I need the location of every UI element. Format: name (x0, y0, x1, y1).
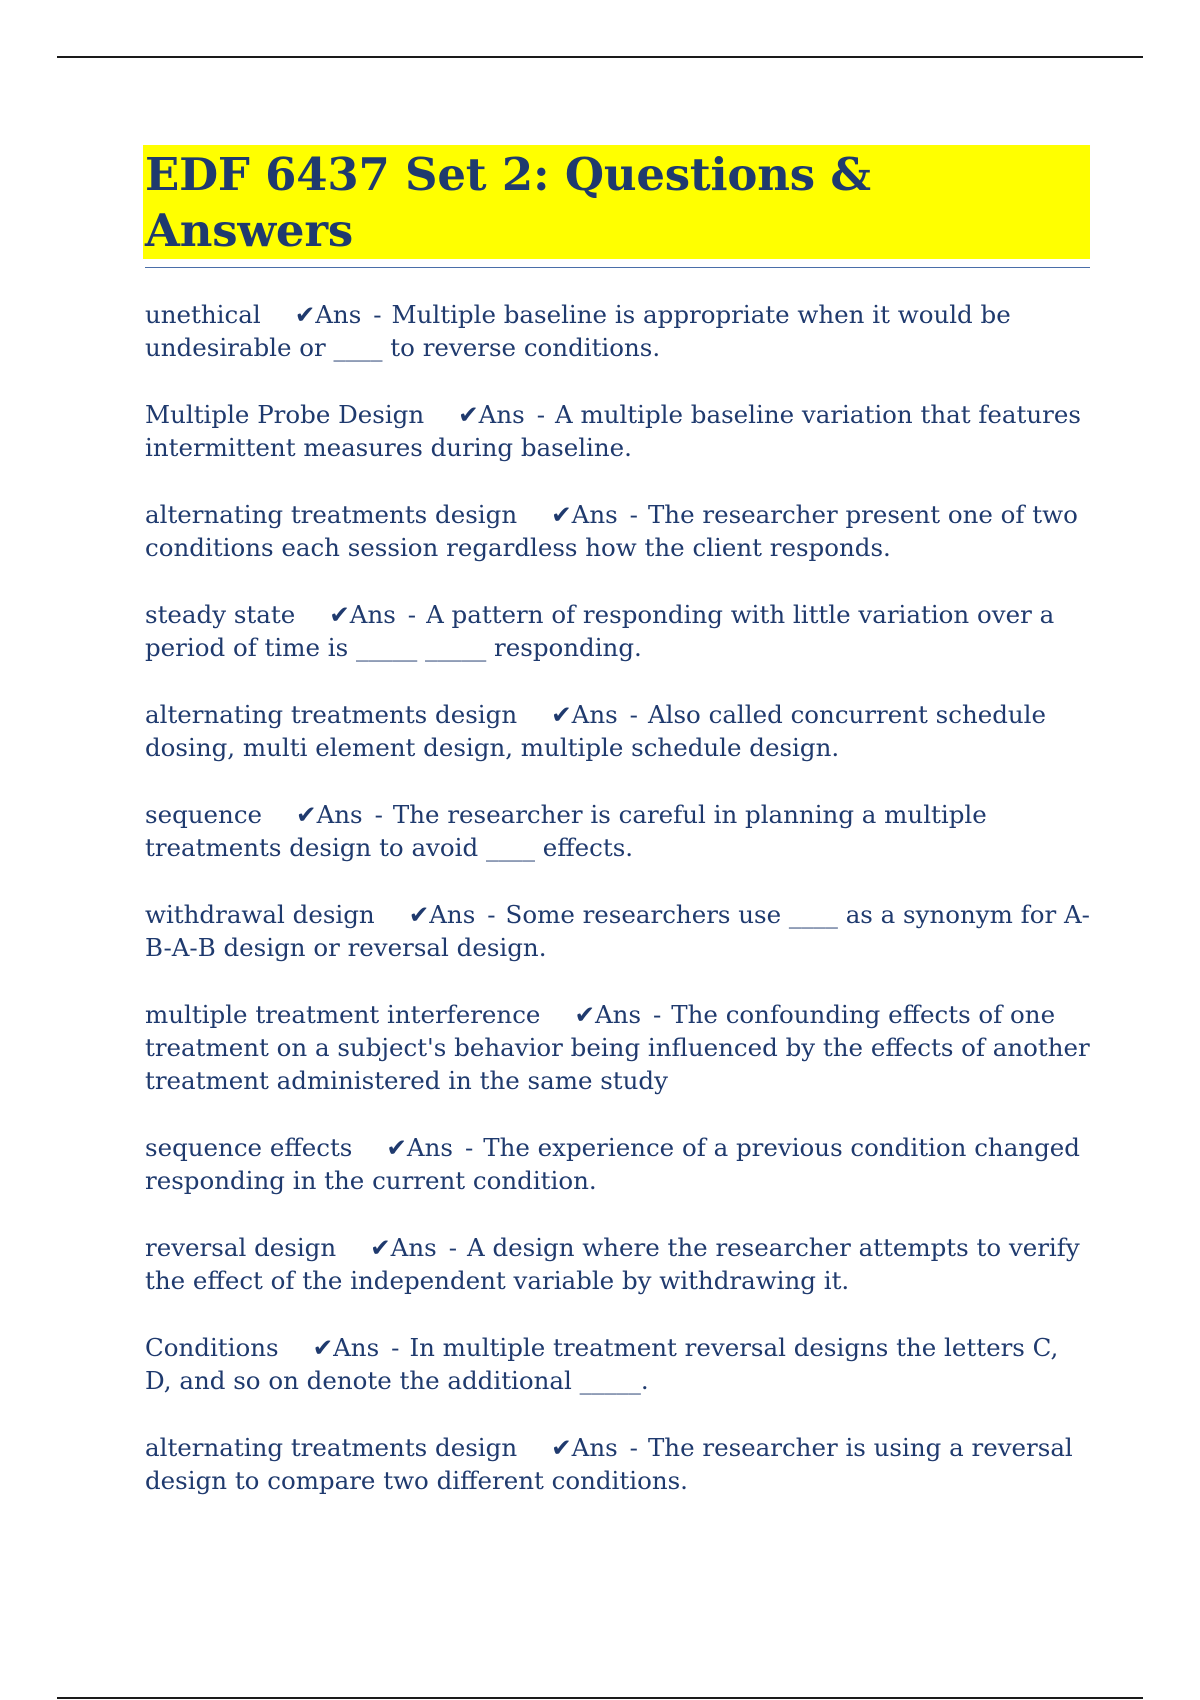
title-block (145, 145, 1090, 268)
answer-marker: ✔Ans (551, 1433, 618, 1462)
qa-definition: The researcher present one of two conditions each session regardless how the client responds. (145, 500, 1078, 562)
answer-marker: ✔Ans (312, 1333, 380, 1362)
qa-definition: The confounding effects of one treatment on a subject's behavior being influenced by the effects of another treatment administered in the same study (145, 1000, 1090, 1095)
qa-term: Multiple Probe Design (145, 400, 425, 429)
qa-definition: A multiple baseline variation that features intermittent measures during baseline. (145, 400, 1081, 462)
answer-marker: ✔Ans (551, 700, 618, 729)
qa-definition: A design where the researcher attempts to verify the effect of the independent variable by withdrawing it. (145, 1233, 1080, 1295)
answer-marker: ✔Ans (574, 1000, 642, 1029)
qa-item (145, 1131, 1090, 1197)
separator: - (536, 400, 545, 429)
qa-item (145, 598, 1090, 664)
qa-item (145, 998, 1090, 1097)
separator: - (629, 500, 638, 529)
separator: - (653, 1000, 662, 1029)
qa-list (145, 298, 1090, 1497)
separator: - (464, 1133, 474, 1162)
qa-term: alternating treatments design (145, 1433, 518, 1462)
answer-marker: ✔Ans (329, 600, 396, 629)
separator: - (448, 1233, 457, 1262)
qa-term: reversal design (145, 1233, 337, 1262)
qa-item (145, 698, 1090, 764)
answer-marker: ✔Ans (408, 900, 476, 929)
separator: - (629, 700, 638, 729)
qa-item (145, 798, 1090, 864)
qa-item (145, 898, 1090, 964)
qa-definition: The researcher is using a reversal design to compare two different conditions. (145, 1433, 1073, 1495)
qa-definition: In multiple treatment reversal designs the letters C, D, and so on denote the additional _____. (145, 1333, 1059, 1395)
separator: - (407, 600, 417, 629)
separator: - (374, 800, 383, 829)
qa-definition: Also called concurrent schedule dosing, multi element design, multiple schedule design. (145, 700, 1047, 762)
answer-marker: ✔Ans (370, 1233, 437, 1262)
answer-marker: ✔Ans (296, 800, 363, 829)
separator: - (391, 1333, 400, 1362)
qa-item (145, 1431, 1090, 1497)
qa-item (145, 498, 1090, 564)
answer-marker: ✔Ans (458, 400, 525, 429)
answer-marker: ✔Ans (386, 1133, 453, 1162)
qa-definition: The experience of a previous condition changed responding in the current condition. (145, 1133, 1080, 1195)
qa-definition: Multiple baseline is appropriate when it would be undesirable or ____ to reverse conditions. (145, 300, 1011, 362)
qa-term: alternating treatments design (145, 700, 518, 729)
qa-term: unethical (145, 300, 261, 329)
document-title: EDF 6437 Set 2: Questions & Answers (143, 145, 1090, 259)
qa-definition: The researcher is careful in planning a multiple treatments design to avoid ____ effects. (145, 800, 987, 862)
qa-definition: A pattern of responding with little variation over a period of time is _____ _____ responding. (145, 600, 1055, 662)
qa-item (145, 1331, 1090, 1397)
answer-marker: ✔Ans (551, 500, 618, 529)
qa-term: steady state (145, 600, 296, 629)
top-rule (57, 56, 1143, 58)
qa-definition: Some researchers use ____ as a synonym for A-B-A-B design or reversal design. (145, 900, 1090, 962)
page-content (145, 145, 1090, 1531)
qa-term: withdrawal design (145, 900, 375, 929)
bottom-rule (57, 1697, 1143, 1699)
separator: - (487, 900, 496, 929)
qa-item (145, 398, 1090, 464)
qa-item (145, 298, 1090, 364)
qa-term: alternating treatments design (145, 500, 518, 529)
separator: - (629, 1433, 638, 1462)
qa-term: sequence (145, 800, 263, 829)
qa-term: Conditions (145, 1333, 279, 1362)
separator: - (373, 300, 382, 329)
answer-marker: ✔Ans (294, 300, 362, 329)
qa-item (145, 1231, 1090, 1297)
qa-term: sequence effects (145, 1133, 353, 1162)
qa-term: multiple treatment interference (145, 1000, 541, 1029)
